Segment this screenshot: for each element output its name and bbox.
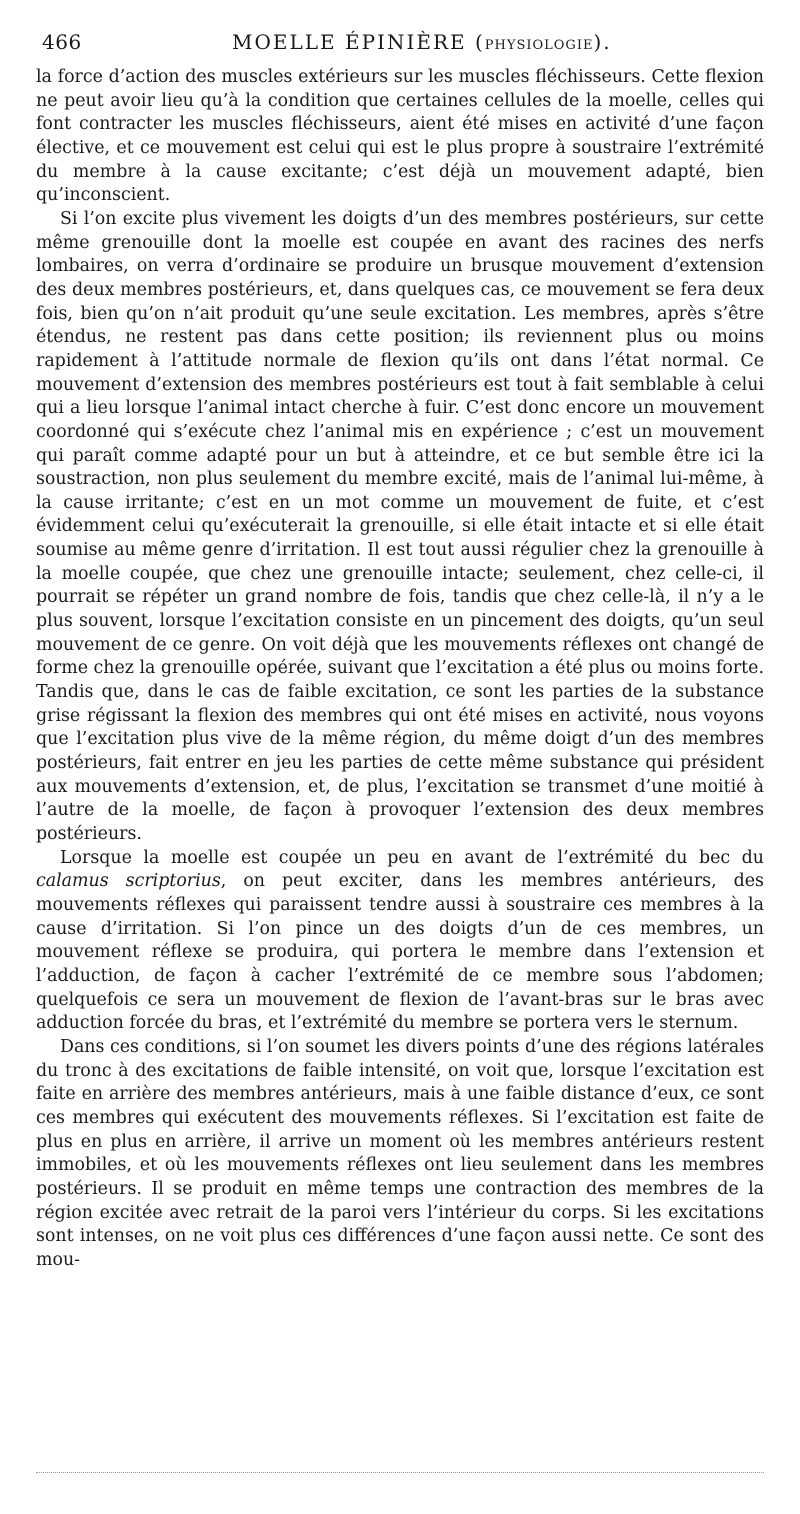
paragraph-3-italic: calamus scriptorius [36,871,221,892]
paragraph-3-text-a: Lorsque la moelle est coupée un peu en avant de l’extrémité du bec du [60,847,764,868]
page-number: 466 [42,30,82,54]
paragraph-1-text: la force d’action des muscles extérieurs sur les muscles fléchisseurs. Cette flexion ne peut avoir lieu qu’à la condition que certaines cellules de la moelle, celles qui font contracter les muscles fléchisseurs, aient été mises en activité d’une façon élective, et ce mouvement est celui qui est le plus propre à soustraire l’extrémité du membre à la cause excitante; c’est déjà un mouvement adapté, bien qu’inconscient. [36,67,764,206]
paragraph-4 [36,1036,764,1273]
running-title-close: ). [593,30,612,54]
running-title-open: ( [466,30,485,54]
paragraph-2-text: Si l’on excite plus vivement les doigts d’un des membres postérieurs, sur cette même grenouille dont la moelle est coupée en avant des racines des nerfs lombaires, on verra d’ordinaire se produire un brusque mouvement d’extension des deux membres postérieurs, et, dans quelques cas, ce mouvement se fera deux fois, bien qu’on n’ait produit qu’une seule excitation. Les membres, après s’être étendus, ne restent pas dans cette position; ils reviennent plus ou moins rapidement à l’attitude normale de flexion qu’ils ont dans l’état normal. Ce mouvement d’extension des membres postérieurs est tout à fait semblable à celui qui a lieu lorsque l’animal intact cherche à fuir. C’est donc encore un mouvement coordonné qui s’exécute chez l’animal mis en expérience ; c’est un mouvement qui paraît comme adapté pour un but à atteindre, et ce but semble être ici la soustraction, non plus seulement du membre excité, mais de l’animal lui-même, à la cause irritante; c’est en un mot comme un mouvement de fuite, et c’est évidemment celui qu’exécuterait la grenouille, si elle était intacte et si elle était soumise au même genre d’irritation. Il est tout aussi régulier chez la grenouille à la moelle coupée, que chez une grenouille intacte; seulement, chez celle-ci, il pourrait se répéter un grand nombre de fois, tandis que chez celle-là, il n’y a le plus souvent, lorsque l’excitation consiste en un pincement des doigts, qu’un seul mouvement de ce genre. On voit déjà que les mouvements réflexes ont changé de forme chez la grenouille opérée, suivant que l’excitation a été plus ou moins forte. Tandis que, dans le cas de faible excitation, ce sont les parties de la substance grise régissant la flexion des membres qui ont été mises en activité, nous voyons que l’excitation plus vive de la même région, du même doigt d’un des membres postérieurs, fait entrer en jeu les parties de cette même substance qui président aux mouvements d’extension, et, de plus, l’excitation se transmet d’une moitié à l’autre de la moelle, de façon à provoquer l’extension des deux membres postérieurs. [36,208,764,844]
body-text [36,66,764,1272]
running-title-sub: PHYSIOLOGIE [484,38,594,53]
running-title-main: MOELLE ÉPINIÈRE [232,30,467,54]
bottom-rule [36,1472,764,1473]
running-head [42,30,762,60]
running-title [232,30,612,54]
paragraph-2 [36,208,764,847]
paragraph-1 [36,66,764,208]
paragraph-3-text-b: , on peut exciter, dans les membres antérieurs, des mouvements réflexes qui paraissent tendre aussi à soustraire ces membres à la cause d’irritation. Si l’on pince un des doigts d’un de ces membres, un mouvement réflexe se produira, qui portera le membre dans l’extension et l’adduction, de façon à cacher l’extrémité de ce membre sous l’abdomen; quelquefois ce sera un mouvement de flexion de l’avant-bras sur le bras avec adduction forcée du bras, et l’extrémité du membre se portera vers le sternum. [36,871,764,1034]
paragraph-4-text: Dans ces conditions, si l’on soumet les divers points d’une des régions latérales du tronc à des excitations de faible intensité, on voit que, lorsque l’excitation est faite en arrière des membres antérieurs, mais à une faible distance d’eux, ce sont ces membres qui exécutent des mouvements réflexes. Si l’excitation est faite de plus en plus en arrière, il arrive un moment où les membres antérieurs restent immobiles, et où les mouvements réflexes ont lieu seulement dans les membres postérieurs. Il se produit en même temps une contraction des membres de la région excitée avec retrait de la paroi vers l’intérieur du corps. Si les excitations sont intenses, on ne voit plus ces différences d’une façon aussi nette. Ce sont des mou- [36,1036,764,1270]
paragraph-3 [36,847,764,1036]
